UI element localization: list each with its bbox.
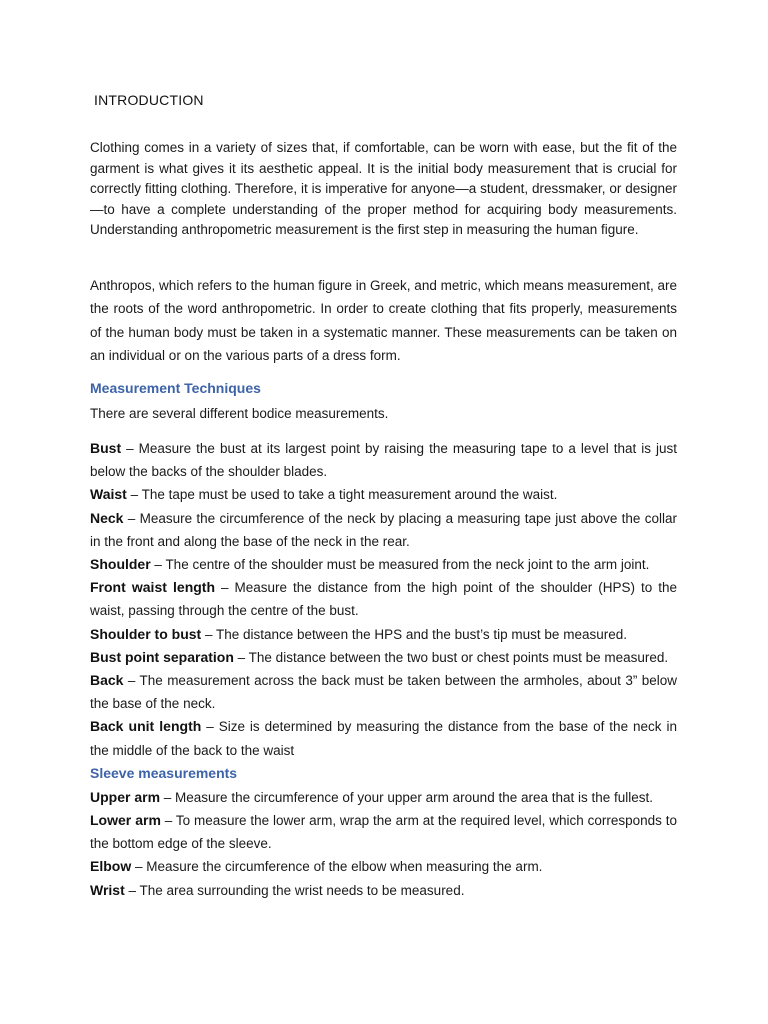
term-description: – Measure the circumference of the neck by placing a measuring tape just above the collar in the front and along the base of the neck in the rear. xyxy=(90,510,677,549)
measurement-techniques-heading: Measurement Techniques xyxy=(90,379,261,396)
list-item-lower-arm xyxy=(90,809,677,855)
list-item-back-unit-length xyxy=(90,715,677,761)
sleeve-measurements-heading: Sleeve measurements xyxy=(90,764,238,781)
term-name: Back unit length xyxy=(90,718,202,735)
document-page xyxy=(90,90,677,902)
list-item-elbow xyxy=(90,855,677,878)
term-description: – The area surrounding the wrist needs to be measured. xyxy=(124,882,465,898)
sleeve-measurement-list xyxy=(90,786,677,902)
bodice-intro-text: There are several different bodice measurements. xyxy=(90,405,389,421)
term-name: Neck xyxy=(90,509,124,526)
term-description: – The distance between the two bust or chest points must be measured. xyxy=(233,649,669,665)
term-name: Shoulder xyxy=(90,555,151,572)
term-name: Shoulder to bust xyxy=(90,625,202,642)
term-description: – Size is determined by measuring the distance from the base of the neck in the middle of the back to the waist xyxy=(90,719,677,758)
term-description: – The measurement across the back must be taken between the armholes, about 3” below the base of the neck. xyxy=(90,673,677,712)
term-description: – Measure the circumference of the elbow when measuring the arm. xyxy=(131,859,543,875)
term-name: Bust xyxy=(90,439,122,456)
list-item-bust-point-separation xyxy=(90,646,677,669)
term-name: Back xyxy=(90,672,124,688)
introduction-heading: INTRODUCTION xyxy=(94,92,204,108)
term-name: Lower arm xyxy=(90,812,161,829)
term-name: Waist xyxy=(90,486,127,503)
term-description: – Measure the bust at its largest point by raising the measuring tape to a level that is just below the backs of the shoulder blades. xyxy=(90,440,677,480)
list-item-neck xyxy=(90,507,677,553)
term-description: – Measure the circumference of your upper arm around the area that is the fullest. xyxy=(160,789,654,805)
term-description: – Measure the distance from the high point of the shoulder (HPS) to the waist, passing through the centre of the bust. xyxy=(90,580,677,619)
bodice-measurement-list xyxy=(90,437,677,762)
list-item-bust xyxy=(90,437,677,483)
term-name: Wrist xyxy=(90,881,125,898)
term-description: – The tape must be used to take a tight measurement around the waist. xyxy=(126,487,558,503)
list-item-shoulder-to-bust xyxy=(90,623,677,646)
list-item-upper-arm xyxy=(90,786,677,809)
list-item-wrist xyxy=(90,879,677,902)
intro-paragraph-2: Anthropos, which refers to the human figure in Greek, and metric, which means measurement, are the roots of the word anthropometric. In order to create clothing that fits properly, measurements of the human body must be taken in a systematic manner. These measurements can be taken on an individual or on the various parts of a dress form. xyxy=(90,277,677,364)
term-description: – To measure the lower arm, wrap the arm at the required level, which corresponds to the bottom edge of the sleeve. xyxy=(90,813,677,852)
term-description: – The centre of the shoulder must be measured from the neck joint to the arm joint. xyxy=(150,556,650,572)
term-name: Elbow xyxy=(90,858,132,875)
term-name: Bust point separation xyxy=(90,648,234,665)
term-name: Upper arm xyxy=(90,788,161,805)
list-item-waist xyxy=(90,483,677,506)
list-item-front-waist-length xyxy=(90,576,677,622)
term-name: Front waist length xyxy=(90,579,216,596)
list-item-shoulder xyxy=(90,553,677,576)
intro-paragraph-1: Clothing comes in a variety of sizes that, if comfortable, can be worn with ease, but the fit of the garment is what gives it its aesthetic appeal. It is the initial body measurement that is crucial for correctly fitting clothing. Therefore, it is imperative for anyone—a student, dressmaker, or designer—to have a complete understanding of the proper method for acquiring body measurements. Understanding anthropometric measurement is the first step in measuring the human figure. xyxy=(90,140,677,238)
list-item-back xyxy=(90,669,677,715)
term-description: – The distance between the HPS and the bust’s tip must be measured. xyxy=(201,626,627,642)
